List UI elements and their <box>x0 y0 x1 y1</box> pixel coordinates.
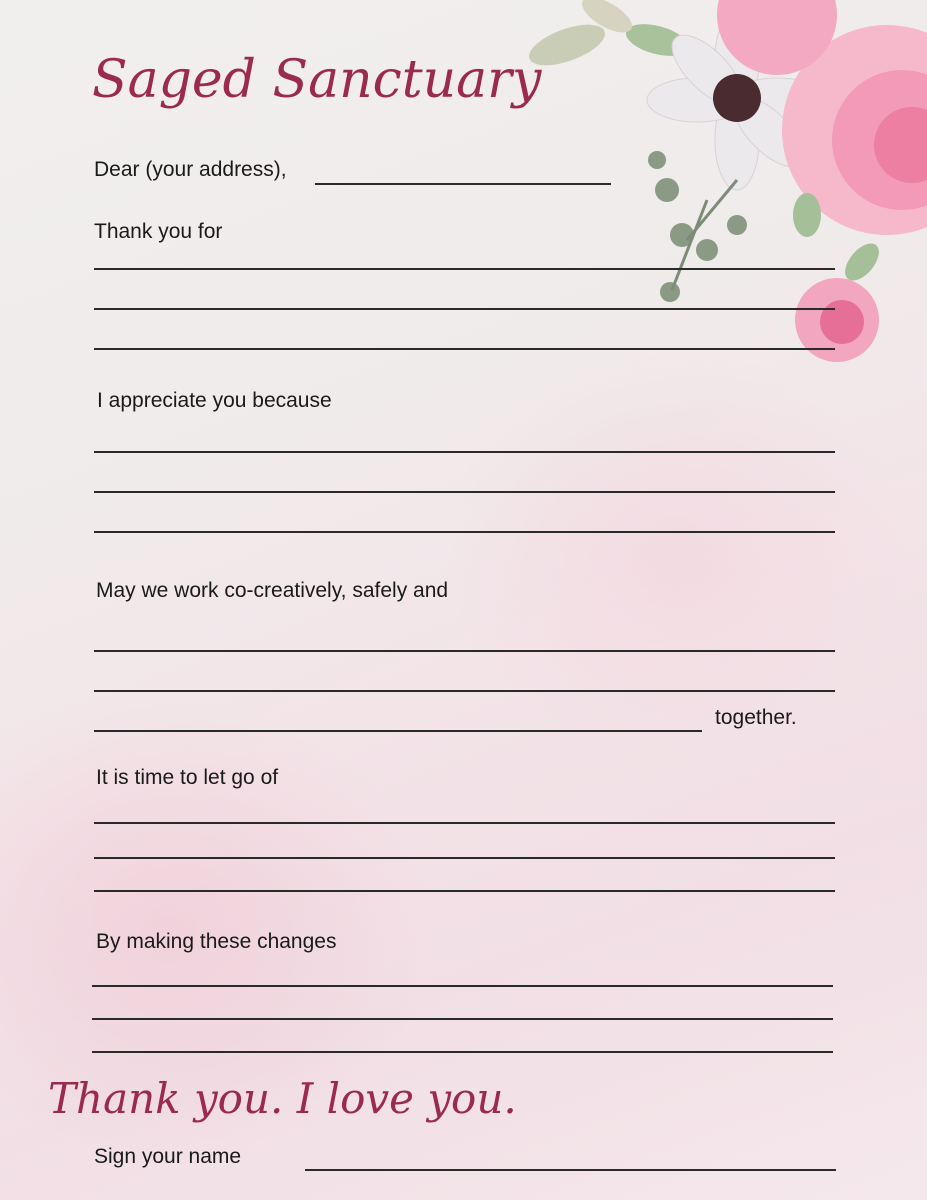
writing-line[interactable] <box>94 348 835 350</box>
writing-line[interactable] <box>94 690 835 692</box>
writing-line[interactable] <box>94 650 835 652</box>
writing-line[interactable] <box>94 268 835 270</box>
closing-text: Thank you. I love you. <box>48 1074 517 1123</box>
page-title: Saged Sanctuary <box>92 50 542 110</box>
section-suffix: together. <box>715 706 797 729</box>
writing-line[interactable] <box>92 1018 833 1020</box>
dear-label: Dear (your address), <box>94 158 287 181</box>
floral-decoration <box>507 0 927 380</box>
writing-line[interactable] <box>92 985 833 987</box>
writing-line[interactable] <box>94 857 835 859</box>
section-label: It is time to let go of <box>96 766 279 789</box>
writing-line[interactable] <box>94 308 835 310</box>
writing-line[interactable] <box>94 451 835 453</box>
section-label: Thank you for <box>94 220 223 243</box>
writing-line[interactable] <box>94 730 702 732</box>
writing-line[interactable] <box>94 890 835 892</box>
writing-line[interactable] <box>94 531 835 533</box>
signature-line[interactable] <box>305 1169 836 1171</box>
writing-line[interactable] <box>94 491 835 493</box>
writing-line[interactable] <box>94 822 835 824</box>
writing-line[interactable] <box>92 1051 833 1053</box>
section-label: I appreciate you because <box>97 389 332 412</box>
section-label: By making these changes <box>96 930 337 953</box>
section-label: May we work co-creatively, safely and <box>96 579 449 602</box>
sign-label: Sign your name <box>94 1145 242 1168</box>
address-line[interactable] <box>315 183 611 185</box>
